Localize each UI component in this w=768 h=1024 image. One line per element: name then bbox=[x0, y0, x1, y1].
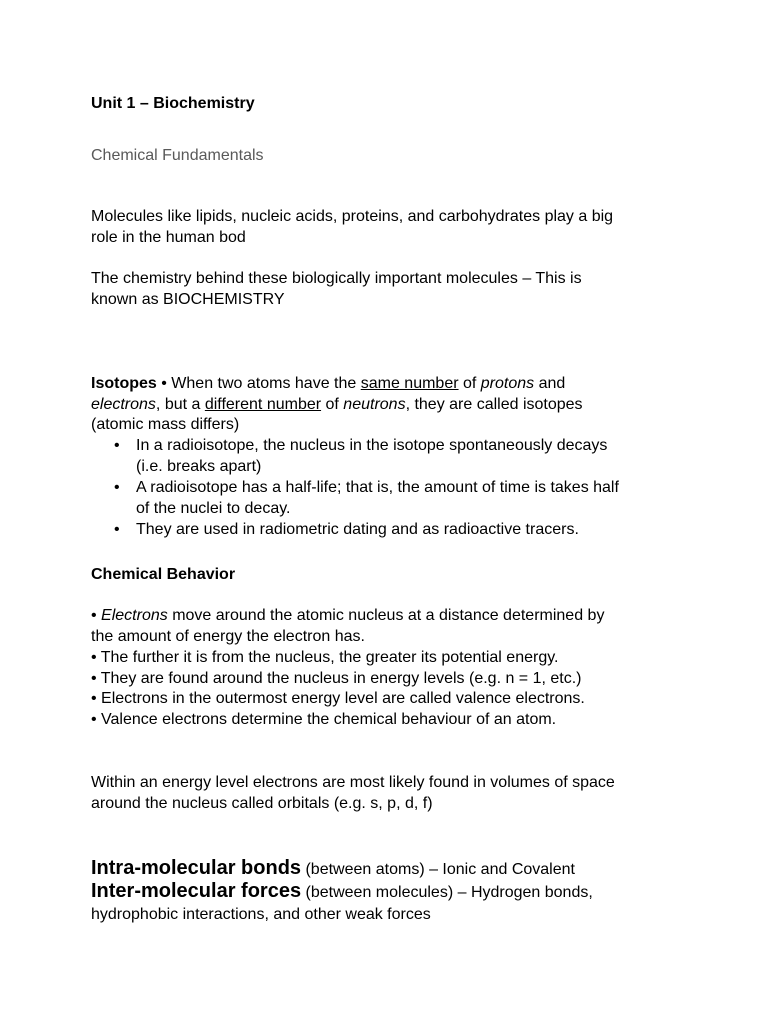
isotopes-paragraph-line-2 bbox=[91, 394, 583, 415]
list-item-line: They are used in radiometric dating and as radioactive tracers. bbox=[136, 521, 579, 538]
list-item bbox=[91, 519, 691, 540]
isotope-bullet-list bbox=[91, 435, 691, 540]
intro-paragraph-line-2: role in the human bod bbox=[91, 229, 246, 246]
list-item-line: (i.e. breaks apart) bbox=[136, 458, 262, 475]
chemical-behavior-heading: Chemical Behavior bbox=[91, 566, 236, 583]
list-item bbox=[91, 435, 691, 477]
inter-molecular-term: Inter-molecular forces bbox=[91, 880, 302, 902]
biochem-paragraph-line-1: The chemistry behind these biologically important molecules – This is bbox=[91, 270, 582, 287]
orbitals-line-2: around the nucleus called orbitals (e.g. s, p, d, f) bbox=[91, 795, 433, 812]
same-number-text: same number bbox=[360, 375, 459, 392]
intra-bonds-text: (between atoms) – Ionic and Covalent bbox=[301, 861, 575, 878]
bullet-icon: • bbox=[114, 521, 120, 538]
protons-text: protons bbox=[480, 375, 535, 392]
behavior-line-6: • Valence electrons determine the chemical behaviour of an atom. bbox=[91, 711, 557, 728]
inter-forces-text: (between molecules) – Hydrogen bonds, bbox=[301, 884, 593, 901]
isotopes-text: of bbox=[458, 375, 481, 392]
intra-molecular-term: Intra-molecular bonds bbox=[91, 857, 302, 879]
behavior-line-5: • Electrons in the outermost energy level are called valence electrons. bbox=[91, 690, 585, 707]
intro-paragraph-line-1: Molecules like lipids, nucleic acids, proteins, and carbohydrates play a big bbox=[91, 208, 614, 225]
bullet-icon: • bbox=[114, 479, 120, 496]
isotopes-text: , they are called isotopes bbox=[405, 396, 583, 413]
isotopes-text: of bbox=[321, 396, 344, 413]
list-item-line: In a radioisotope, the nucleus in the isotope spontaneously decays bbox=[136, 437, 608, 454]
biochem-paragraph-line-2: known as BIOCHEMISTRY bbox=[91, 291, 285, 308]
neutrons-text: neutrons bbox=[343, 396, 406, 413]
inter-forces-line bbox=[91, 879, 593, 905]
behavior-text: move around the atomic nucleus at a distance determined by bbox=[167, 607, 605, 624]
isotopes-term: Isotopes bbox=[91, 375, 157, 392]
electrons-text: electrons bbox=[91, 396, 156, 413]
list-item-line: of the nuclei to decay. bbox=[136, 500, 291, 517]
orbitals-line-1: Within an energy level electrons are most likely found in volumes of space bbox=[91, 774, 615, 791]
isotopes-text: • When two atoms have the bbox=[156, 375, 361, 392]
page-title: Unit 1 – Biochemistry bbox=[91, 95, 255, 112]
list-item bbox=[91, 477, 691, 519]
isotopes-paragraph-line-1 bbox=[91, 373, 565, 394]
isotopes-text: and bbox=[534, 375, 566, 392]
bullet-text: • bbox=[91, 607, 102, 624]
electrons-emphasis: Electrons bbox=[101, 607, 168, 624]
list-item-line: A radioisotope has a half-life; that is, the amount of time is takes half bbox=[136, 479, 619, 496]
isotopes-paragraph-line-3: (atomic mass differs) bbox=[91, 416, 240, 433]
behavior-line-4: • They are found around the nucleus in energy levels (e.g. n = 1, etc.) bbox=[91, 670, 582, 687]
section-subtitle: Chemical Fundamentals bbox=[91, 147, 264, 164]
bullet-icon: • bbox=[114, 437, 120, 454]
inter-forces-line-2: hydrophobic interactions, and other weak forces bbox=[91, 906, 431, 923]
behavior-line-3: • The further it is from the nucleus, the greater its potential energy. bbox=[91, 649, 559, 666]
behavior-line-1 bbox=[91, 605, 604, 626]
isotopes-text: , but a bbox=[155, 396, 205, 413]
behavior-line-2: the amount of energy the electron has. bbox=[91, 628, 365, 645]
different-number-text: different number bbox=[204, 396, 322, 413]
